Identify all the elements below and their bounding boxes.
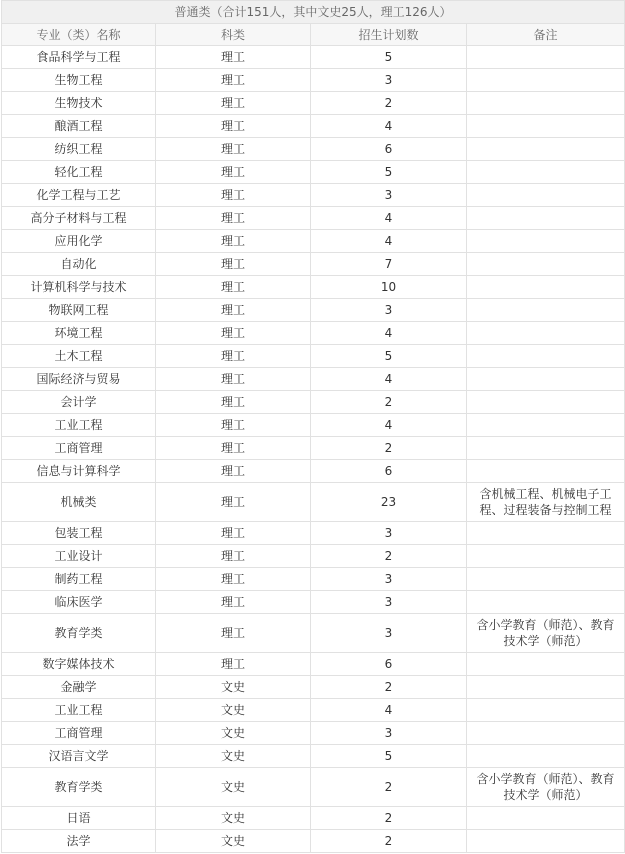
cell-count: 10 [311,276,467,299]
cell-major: 轻化工程 [2,161,156,184]
cell-major: 物联网工程 [2,299,156,322]
cell-note [467,830,625,853]
table-row [2,414,625,437]
table-row [2,138,625,161]
cell-category: 理工 [156,92,311,115]
cell-note [467,46,625,69]
table-row [2,807,625,830]
cell-category: 理工 [156,414,311,437]
table-row [2,437,625,460]
table-row [2,522,625,545]
cell-category: 文史 [156,722,311,745]
table-row [2,699,625,722]
cell-note [467,230,625,253]
cell-category: 理工 [156,483,311,522]
cell-count: 5 [311,161,467,184]
cell-category: 理工 [156,115,311,138]
column-header-major: 专业（类）名称 [2,24,156,46]
cell-category: 理工 [156,184,311,207]
cell-category: 理工 [156,437,311,460]
cell-count: 2 [311,437,467,460]
cell-category: 文史 [156,768,311,807]
table-row [2,614,625,653]
cell-note [467,807,625,830]
table-row [2,460,625,483]
cell-category: 理工 [156,460,311,483]
cell-category: 文史 [156,699,311,722]
cell-major: 信息与计算科学 [2,460,156,483]
cell-category: 理工 [156,522,311,545]
cell-count: 2 [311,391,467,414]
cell-category: 理工 [156,322,311,345]
table-row [2,745,625,768]
cell-major: 教育学类 [2,768,156,807]
cell-note [467,69,625,92]
table-row [2,830,625,853]
cell-category: 理工 [156,568,311,591]
cell-count: 3 [311,69,467,92]
cell-count: 2 [311,676,467,699]
cell-note [467,299,625,322]
cell-major: 汉语言文学 [2,745,156,768]
cell-count: 3 [311,614,467,653]
cell-count: 3 [311,591,467,614]
cell-major: 工业工程 [2,414,156,437]
table-row [2,722,625,745]
cell-note [467,745,625,768]
cell-count: 4 [311,368,467,391]
table-row [2,345,625,368]
cell-major: 计算机科学与技术 [2,276,156,299]
cell-major: 自动化 [2,253,156,276]
cell-note [467,345,625,368]
cell-count: 3 [311,299,467,322]
table-row [2,545,625,568]
cell-count: 5 [311,745,467,768]
cell-major: 工商管理 [2,722,156,745]
cell-category: 理工 [156,69,311,92]
table-row [2,230,625,253]
cell-category: 理工 [156,299,311,322]
cell-category: 理工 [156,653,311,676]
cell-count: 4 [311,230,467,253]
table-row [2,322,625,345]
cell-note [467,253,625,276]
cell-note [467,414,625,437]
column-header-count: 招生计划数 [311,24,467,46]
cell-count: 3 [311,522,467,545]
cell-note [467,722,625,745]
cell-count: 4 [311,207,467,230]
cell-note [467,522,625,545]
cell-major: 数字媒体技术 [2,653,156,676]
cell-category: 文史 [156,676,311,699]
cell-category: 文史 [156,807,311,830]
table-row [2,184,625,207]
cell-count: 4 [311,115,467,138]
cell-note [467,437,625,460]
cell-note [467,699,625,722]
cell-count: 3 [311,184,467,207]
cell-major: 国际经济与贸易 [2,368,156,391]
table-row [2,115,625,138]
cell-major: 工业工程 [2,699,156,722]
cell-category: 理工 [156,545,311,568]
cell-category: 理工 [156,138,311,161]
cell-note [467,391,625,414]
table-caption: 普通类（合计151人，其中文史25人，理工126人） [2,1,625,24]
cell-note [467,568,625,591]
cell-note: 含小学教育（师范）、教育技术学（师范） [467,768,625,807]
table-row [2,69,625,92]
cell-note [467,161,625,184]
table-row [2,568,625,591]
table-row [2,653,625,676]
cell-category: 理工 [156,207,311,230]
cell-category: 理工 [156,46,311,69]
cell-category: 文史 [156,830,311,853]
cell-note: 含机械工程、机械电子工程、过程装备与控制工程 [467,483,625,522]
table-row [2,276,625,299]
cell-note [467,207,625,230]
cell-count: 23 [311,483,467,522]
cell-major: 日语 [2,807,156,830]
cell-note [467,276,625,299]
table-row [2,253,625,276]
cell-count: 3 [311,722,467,745]
table-row [2,368,625,391]
cell-major: 纺织工程 [2,138,156,161]
table-row [2,591,625,614]
cell-note [467,460,625,483]
cell-note [467,676,625,699]
cell-major: 工商管理 [2,437,156,460]
table-row [2,92,625,115]
table-row [2,207,625,230]
cell-count: 2 [311,768,467,807]
cell-note [467,653,625,676]
cell-note [467,591,625,614]
table-row [2,676,625,699]
cell-major: 酿酒工程 [2,115,156,138]
cell-category: 理工 [156,161,311,184]
cell-count: 2 [311,830,467,853]
cell-count: 4 [311,414,467,437]
cell-count: 2 [311,92,467,115]
cell-count: 6 [311,460,467,483]
cell-category: 理工 [156,391,311,414]
cell-major: 教育学类 [2,614,156,653]
cell-note [467,184,625,207]
table-row [2,768,625,807]
table-row [2,299,625,322]
table-row [2,391,625,414]
table-row [2,483,625,522]
cell-category: 理工 [156,253,311,276]
cell-category: 理工 [156,591,311,614]
cell-major: 高分子材料与工程 [2,207,156,230]
cell-major: 土木工程 [2,345,156,368]
cell-major: 环境工程 [2,322,156,345]
cell-major: 金融学 [2,676,156,699]
cell-count: 5 [311,345,467,368]
cell-note: 含小学教育（师范）、教育技术学（师范） [467,614,625,653]
enrollment-table [1,0,625,853]
cell-major: 机械类 [2,483,156,522]
table-header-row [2,24,625,46]
column-header-note: 备注 [467,24,625,46]
cell-category: 理工 [156,345,311,368]
cell-note [467,92,625,115]
table-row [2,161,625,184]
cell-count: 5 [311,46,467,69]
column-header-category: 科类 [156,24,311,46]
table-caption-row [2,1,625,24]
cell-count: 4 [311,322,467,345]
cell-note [467,545,625,568]
cell-major: 包装工程 [2,522,156,545]
cell-note [467,368,625,391]
cell-note [467,322,625,345]
cell-count: 7 [311,253,467,276]
cell-count: 6 [311,138,467,161]
cell-major: 工业设计 [2,545,156,568]
cell-major: 临床医学 [2,591,156,614]
cell-category: 理工 [156,276,311,299]
table-row [2,46,625,69]
cell-count: 2 [311,545,467,568]
cell-category: 文史 [156,745,311,768]
cell-note [467,138,625,161]
cell-major: 会计学 [2,391,156,414]
cell-major: 应用化学 [2,230,156,253]
cell-category: 理工 [156,614,311,653]
cell-count: 2 [311,807,467,830]
cell-major: 生物技术 [2,92,156,115]
cell-count: 3 [311,568,467,591]
cell-category: 理工 [156,230,311,253]
cell-major: 制药工程 [2,568,156,591]
cell-major: 化学工程与工艺 [2,184,156,207]
cell-note [467,115,625,138]
cell-major: 生物工程 [2,69,156,92]
cell-major: 食品科学与工程 [2,46,156,69]
cell-count: 4 [311,699,467,722]
cell-category: 理工 [156,368,311,391]
cell-count: 6 [311,653,467,676]
cell-major: 法学 [2,830,156,853]
